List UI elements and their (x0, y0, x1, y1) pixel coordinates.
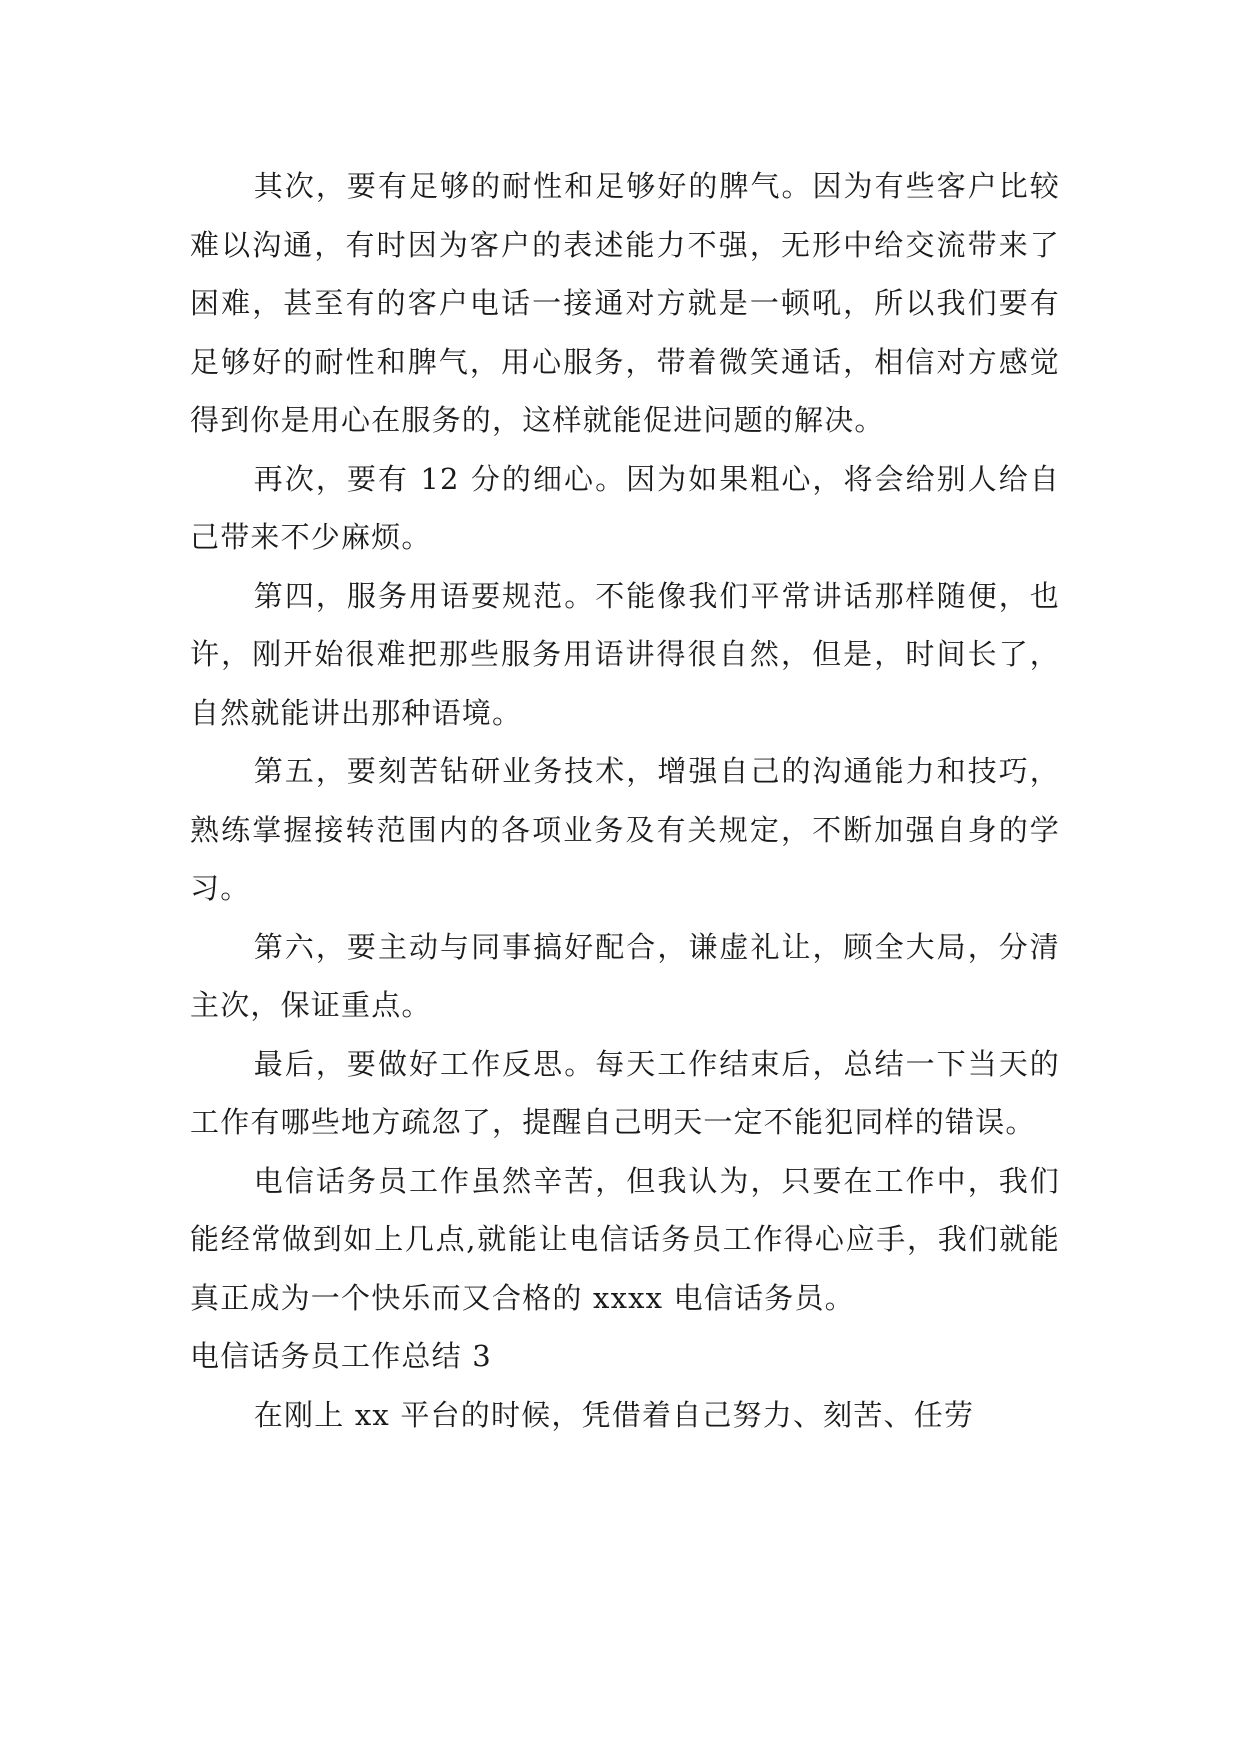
paragraph-carefulness: 再次，要有 12 分的细心。因为如果粗心，将会给别人给自己带来不少麻烦。 (190, 461, 1060, 554)
section-heading: 电信话务员工作总结 3 (190, 1339, 492, 1373)
paragraph-conclusion: 电信话务员工作虽然辛苦，但我认为，只要在工作中，我们能经常做到如上几点,就能让电信话务员工作得心应手，我们就能真正成为一个快乐而又合格的 xxxx 电信话务员。 (190, 1163, 1060, 1315)
paragraph-patience: 其次，要有足够的耐性和足够好的脾气。因为有些客户比较难以沟通，有时因为客户的表述能力不强，无形中给交流带来了困难，甚至有的客户电话一接通对方就是一顿吼，所以我们要有足够好的耐性和脾气，用心服务，带着微笑通话，相信对方感觉得到你是用心在服务的，这样就能促进问题的解决。 (190, 169, 1060, 437)
paragraph-reflection: 最后，要做好工作反思。每天工作结束后，总结一下当天的工作有哪些地方疏忽了，提醒自己明天一定不能犯同样的错误。 (190, 1046, 1060, 1139)
paragraph-service-language: 第四，服务用语要规范。不能像我们平常讲话那样随便，也许，刚开始很难把那些服务用语讲得很自然，但是，时间长了，自然就能讲出那种语境。 (190, 578, 1060, 730)
paragraph-business-skills: 第五，要刻苦钻研业务技术，增强自己的沟通能力和技巧，熟练掌握接转范围内的各项业务及有关规定，不断加强自身的学习。 (190, 754, 1060, 905)
paragraph-cooperation: 第六，要主动与同事搞好配合，谦虚礼让，顾全大局，分清主次，保证重点。 (190, 929, 1060, 1022)
paragraph-platform-start: 在刚上 xx 平台的时候，凭借着自己努力、刻苦、任劳 (253, 1397, 975, 1432)
document-body (190, 157, 1060, 1444)
